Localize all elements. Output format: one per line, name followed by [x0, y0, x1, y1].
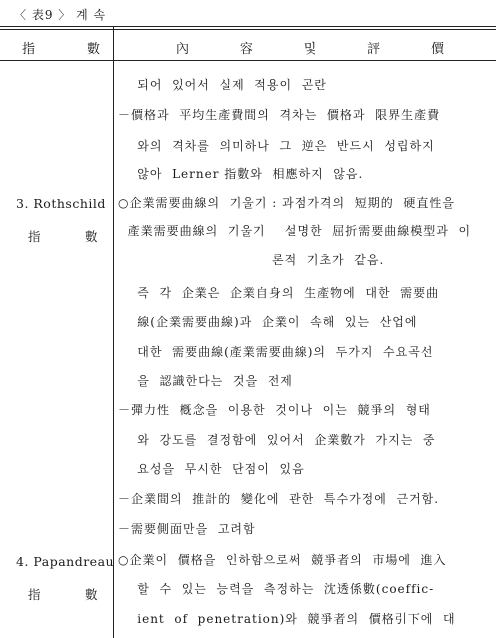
content-line: 않아 Lerner 指數와 相應하지 않음. — [118, 167, 364, 181]
content-line: 線(企業需要曲線)과 企業이 속해 있는 산업에 — [118, 315, 418, 329]
row-name: 4. Papandreau — [16, 554, 115, 569]
content-line: 즉 각 企業은 企業自身의 生產物에 대한 需要曲 — [118, 286, 440, 300]
content-line: ○企業이 價格을 인하함으로써 競爭者의 市場에 進入 — [118, 553, 447, 567]
top-rule — [0, 26, 496, 27]
column-divider — [113, 26, 114, 638]
content-line: －企業間의 推計的 變化에 관한 특수가정에 근거함. — [118, 492, 440, 506]
content-line: 을 認識한다는 것을 전제 — [118, 374, 293, 388]
content-line: －需要側面만을 고려함 — [118, 522, 256, 536]
header-index-char: 數 — [86, 42, 102, 57]
content-line: 產業需要曲線의 기울기 설명한 屈折需要曲線模型과 이 — [118, 224, 472, 238]
content-line: －價格과 平均生產費間의 격차는 價格과 限界生產費 — [118, 108, 441, 122]
header-index — [22, 38, 102, 57]
row-sub-char: 指 — [28, 587, 42, 602]
content-line: 와의 격차를 의미하나 그 逆은 반드시 성립하지 — [118, 139, 435, 153]
row-sub-char: 指 — [28, 229, 42, 244]
header-content-char: 內 — [176, 42, 192, 57]
top-rule-second — [0, 29, 496, 30]
header-index-char: 指 — [22, 42, 38, 57]
content-line: ient of penetration)와 競爭者의 價格引下에 대 — [118, 612, 456, 626]
content-line: 와 강도를 결정함에 있어서 企業數가 가지는 중 — [118, 433, 436, 447]
header-rule — [0, 60, 496, 61]
row-name: 3. Rothschild — [16, 196, 106, 211]
content-line: 되어 있어서 실제 적용이 곤란 — [118, 78, 327, 92]
row-sub-char: 數 — [84, 587, 98, 602]
header-content-char: 容 — [239, 42, 255, 57]
content-line: 론적 기초가 같음. — [118, 253, 385, 267]
content-line: ○企業需要曲線의 기울기 : 과점가격의 短期的 硬直性을 — [118, 196, 455, 210]
content-line: 요성을 무시한 단점이 있음 — [118, 462, 305, 476]
header-content-char: 및 — [303, 42, 319, 57]
header-content-char: 評 — [367, 42, 383, 57]
row-label-papandreau — [16, 554, 114, 603]
row-sub — [28, 585, 98, 603]
header-content — [176, 38, 446, 57]
row-sub-char: 數 — [84, 229, 98, 244]
content-line: 대한 需要曲線(產業需要曲線)의 두가지 수요곡선 — [118, 345, 434, 359]
content-line: 할 수 있는 능력을 측정하는 沈透係數(coeffic- — [118, 582, 435, 596]
row-label-rothschild — [16, 196, 106, 245]
row-sub — [28, 227, 98, 245]
content-line: －彈力性 槪念을 이용한 것이나 이는 競爭의 형태 — [118, 403, 431, 417]
table-caption: 〈 表9 〉 계 속 — [14, 8, 107, 22]
header-content-char: 價 — [430, 42, 446, 57]
